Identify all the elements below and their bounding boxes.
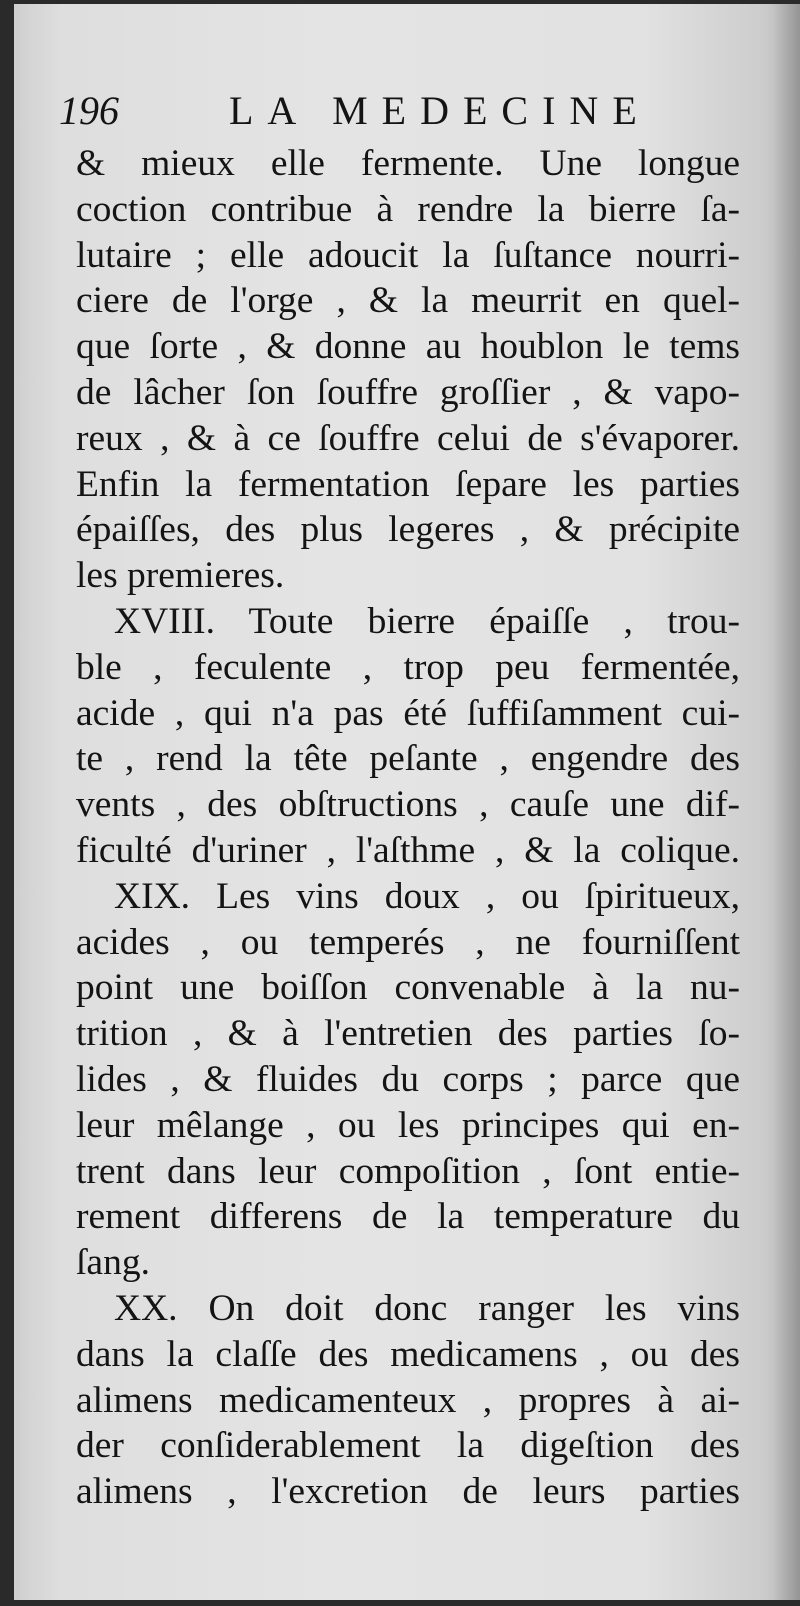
text-line: ficulté d'uriner , l'aſthme , & la colique.	[76, 829, 740, 871]
text-line: alimens medicamenteux , propres à ai-	[76, 1379, 740, 1421]
text-line: de lâcher ſon ſouffre groſſier , & vapo-	[76, 371, 740, 413]
text-line: te , rend la tête peſante , engendre des	[76, 738, 740, 780]
text-line: ble , feculente , trop peu fermentée,	[76, 646, 740, 688]
text-line: XIX. Les vins doux , ou ſpiritueux,	[114, 875, 740, 917]
page-header	[59, 84, 759, 138]
text-line: der conſiderablement la digeſtion des	[76, 1425, 740, 1467]
text-line: ſang.	[76, 1242, 150, 1284]
text-line: lutaire ; elle adoucit la ſuſtance nourri-	[76, 234, 740, 276]
text-line: acides , ou temperés , ne fourniſſent	[76, 921, 740, 963]
text-line: coction contribue à rendre la bierre ſa-	[76, 188, 740, 230]
text-line: ciere de l'orge , & la meurrit en quel-	[76, 280, 740, 322]
text-line: trition , & à l'entretien des parties ſo-	[76, 1013, 740, 1055]
text-line: épaiſſes, des plus legeres , & précipite	[76, 509, 740, 551]
text-line: Enfin la fermentation ſepare les parties	[76, 463, 740, 505]
page-number: 196	[59, 88, 119, 133]
running-title: LA MEDECINE	[229, 88, 651, 133]
text-line: XVIII. Toute bierre épaiſſe , trou-	[114, 600, 740, 642]
text-line: acide , qui n'a pas été ſuffiſamment cui-	[76, 692, 740, 734]
text-line: point une boiſſon convenable à la nu-	[76, 967, 740, 1009]
text-line: leur mêlange , ou les principes qui en-	[76, 1104, 740, 1146]
text-line: les premieres.	[76, 555, 285, 597]
text-line: alimens , l'excretion de leurs parties	[76, 1471, 740, 1513]
book-page	[14, 4, 800, 1600]
page-edge-shadow	[772, 4, 800, 1600]
text-line: XX. On doit donc ranger les vins	[114, 1287, 740, 1329]
text-line: vents , des obſtructions , cauſe une dif-	[76, 784, 740, 826]
text-line: dans la claſſe des medicamens , ou des	[76, 1333, 740, 1375]
body-text	[76, 141, 740, 1515]
text-line: que ſorte , & donne au houblon le tems	[76, 326, 740, 368]
text-line: lides , & fluides du corps ; parce que	[76, 1058, 740, 1100]
text-line: reux , & à ce ſouffre celui de s'évaporer.	[76, 417, 740, 459]
text-line: & mieux elle fermente. Une longue	[76, 143, 740, 184]
text-line: rement differens de la temperature du	[76, 1196, 740, 1238]
text-line: trent dans leur compoſition , ſont entie-	[76, 1150, 740, 1192]
